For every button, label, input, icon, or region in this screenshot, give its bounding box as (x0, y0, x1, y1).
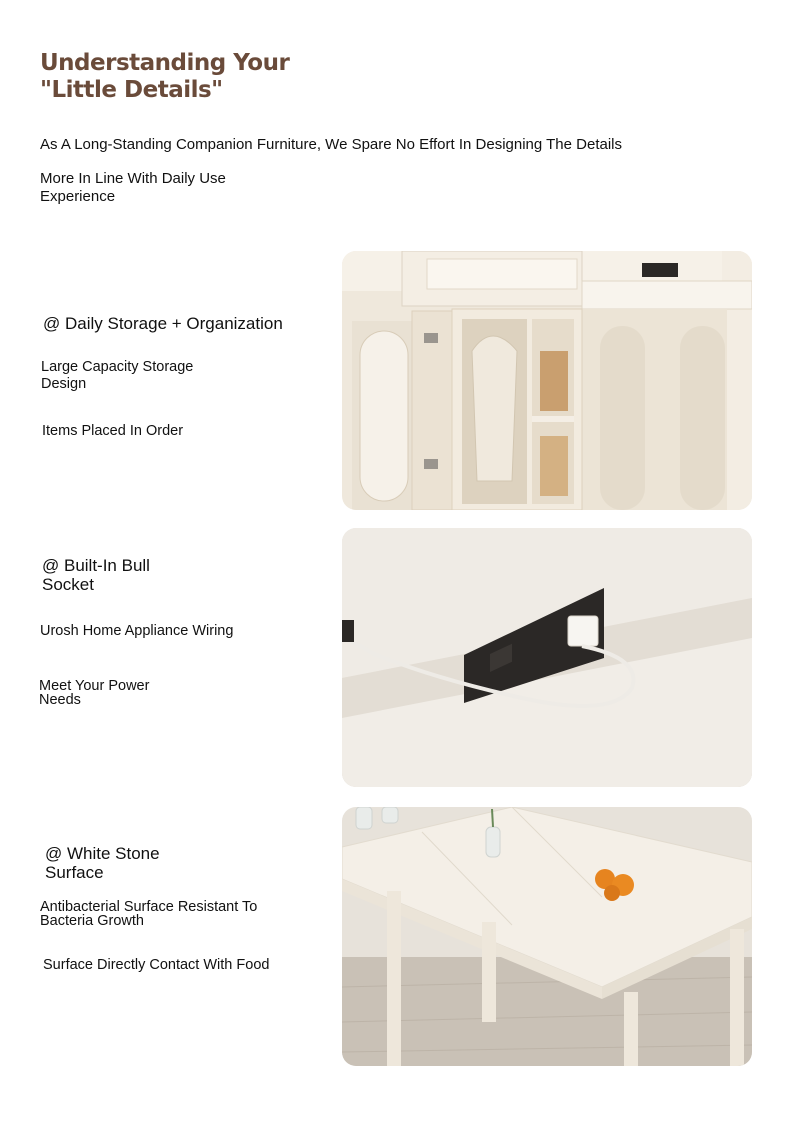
feature-storage-text-1: Large Capacity Storage Design (41, 359, 194, 392)
page-title: Understanding Your "Little Details" (40, 50, 290, 103)
power-socket-photo (342, 528, 752, 787)
intro-text-line-2: More In Line With Daily Use Experience (40, 170, 226, 205)
feature-stone-text-2: Surface Directly Contact With Food (43, 957, 270, 973)
storage-cabinet-photo (342, 251, 752, 510)
feature-storage-text-2: Items Placed In Order (42, 423, 184, 439)
feature-socket-text-2: Meet Your Power Needs (39, 678, 150, 708)
feature-socket-text-1: Urosh Home Appliance Wiring (40, 623, 234, 639)
feature-stone-text-1: Antibacterial Surface Resistant To Bacteria Growth (40, 899, 258, 929)
feature-socket-title: @ Built-In Bull Socket (42, 556, 150, 594)
feature-stone-title: @ White Stone Surface (45, 844, 160, 882)
feature-storage-title: @ Daily Storage + Organization (43, 314, 283, 333)
stone-table-photo (342, 807, 752, 1066)
intro-text-line-1: As A Long-Standing Companion Furniture, We Spare No Effort In Designing The Details (40, 136, 622, 153)
